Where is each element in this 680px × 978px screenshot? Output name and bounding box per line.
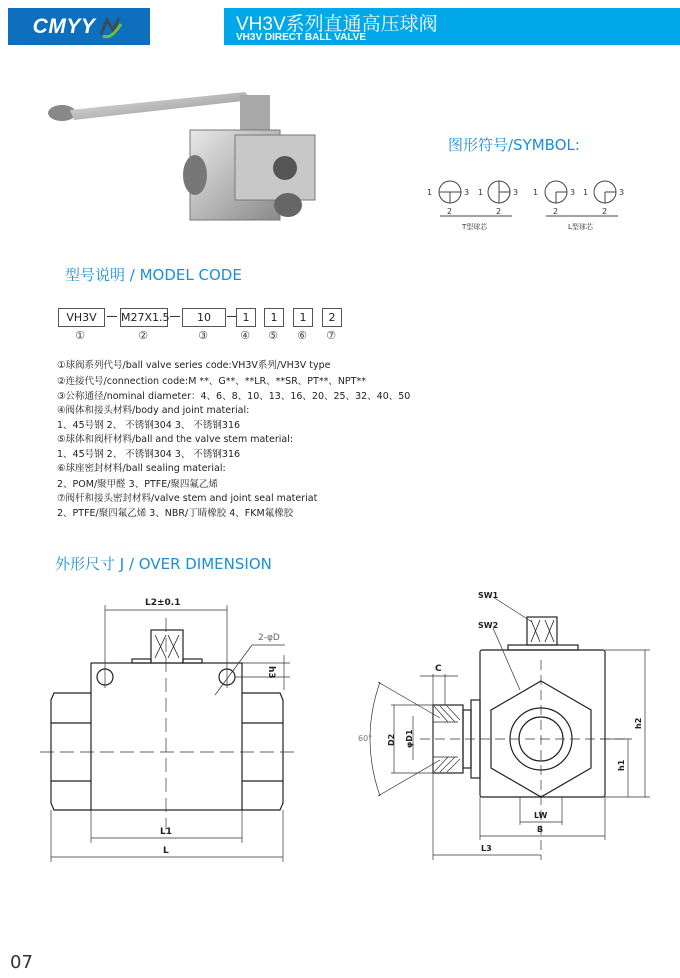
port-label: 1 bbox=[427, 188, 433, 197]
page-subtitle: VH3V DIRECT BALL VALVE bbox=[236, 32, 367, 43]
port-label: 1 bbox=[533, 188, 539, 197]
port-label: 1 bbox=[478, 188, 484, 197]
dim-sw1-label: SW1 bbox=[478, 591, 499, 600]
code-number: ③ bbox=[198, 329, 208, 342]
port-label: 2 bbox=[496, 207, 502, 216]
description-line: ①球阀系列代号/ball valve series code:VH3V系列/VH3V type bbox=[57, 360, 331, 371]
symbol-heading: 图形符号/SYMBOL: bbox=[448, 136, 580, 154]
code-number: ① bbox=[75, 329, 85, 342]
dim-l-label: L bbox=[163, 846, 169, 856]
description-line: ⑦阀杆和接头密封材料/valve stem and joint seal materiat bbox=[57, 493, 318, 504]
description-line: ④阀体和接头材料/body and joint material: bbox=[57, 405, 250, 416]
code-box-body-material: 1 bbox=[236, 308, 256, 327]
dim-d1-label: φD1 bbox=[405, 729, 414, 748]
code-box-ball-material: 1 bbox=[264, 308, 284, 327]
dim-angle-label: 60° bbox=[358, 734, 373, 743]
description-line: ⑤球体和阀杆材料/ball and the valve stem material: bbox=[57, 434, 294, 445]
port-label: 3 bbox=[570, 188, 576, 197]
page-number: 07 bbox=[10, 952, 33, 973]
port-label: 3 bbox=[464, 188, 470, 197]
t-type-caption: T型球芯 bbox=[462, 223, 488, 231]
dim-l2-label: L2±0.1 bbox=[145, 598, 181, 608]
port-label: 3 bbox=[513, 188, 519, 197]
dim-lw-label: LW bbox=[534, 811, 548, 820]
description-line: ⑥球座密封材料/ball sealing material: bbox=[57, 463, 226, 474]
description-line: 1、45号钢 2、 不锈钢304 3、 不锈钢316 bbox=[57, 420, 241, 431]
code-number: ⑦ bbox=[326, 329, 336, 342]
code-box-series: VH3V bbox=[58, 308, 105, 327]
port-label: 2 bbox=[553, 207, 559, 216]
dim-l3-label: L3 bbox=[481, 844, 492, 853]
dim-sw2-label: SW2 bbox=[478, 621, 499, 630]
port-label: 3 bbox=[619, 188, 625, 197]
code-number: ④ bbox=[240, 329, 250, 342]
description-line: ③公称通径/nominal diameter：4、6、8、10、13、16、20、25、32、40、50 bbox=[57, 391, 411, 402]
l-type-caption: L型球芯 bbox=[568, 223, 593, 231]
code-box-seat-seal: 1 bbox=[293, 308, 313, 327]
description-line: 2、POM/聚甲醛 3、PTFE/聚四氟乙烯 bbox=[57, 479, 218, 490]
model-code-heading: 型号说明 / MODEL CODE bbox=[65, 266, 242, 284]
dim-d2-label: D2 bbox=[387, 733, 396, 746]
logo-text: CMYY bbox=[32, 14, 96, 38]
description-line: ②连接代号/connection code:M **、G**、**LR、**SR、PT**、NPT** bbox=[57, 376, 366, 387]
port-label: 1 bbox=[583, 188, 589, 197]
port-label: 2 bbox=[447, 207, 453, 216]
port-label: 2 bbox=[602, 207, 608, 216]
page-title: VH3V系列直通高压球阀 bbox=[236, 14, 438, 35]
dim-h1-label: h1 bbox=[617, 759, 626, 771]
code-number: ⑥ bbox=[297, 329, 307, 342]
dim-h2-label: h2 bbox=[634, 717, 643, 729]
code-number: ② bbox=[138, 329, 148, 342]
dim-h3-label: h3 bbox=[266, 666, 276, 679]
description-line: 2、PTFE/聚四氟乙烯 3、NBR/丁睛橡胶 4、FKM氟橡胶 bbox=[57, 508, 294, 519]
description-line: 1、45号钢 2、 不锈钢304 3、 不锈钢316 bbox=[57, 449, 241, 460]
dim-b-label: B bbox=[537, 825, 544, 834]
dim-hole-label: 2-φD bbox=[258, 633, 280, 643]
code-box-stem-seal: 2 bbox=[322, 308, 342, 327]
code-box-connection: M27X1.5 bbox=[120, 308, 168, 327]
dimension-heading: 外形尺寸 J / OVER DIMENSION bbox=[55, 555, 272, 573]
dim-c-label: C bbox=[435, 664, 442, 674]
dim-l1-label: L1 bbox=[160, 827, 172, 837]
code-box-diameter: 10 bbox=[182, 308, 226, 327]
code-number: ⑤ bbox=[268, 329, 278, 342]
